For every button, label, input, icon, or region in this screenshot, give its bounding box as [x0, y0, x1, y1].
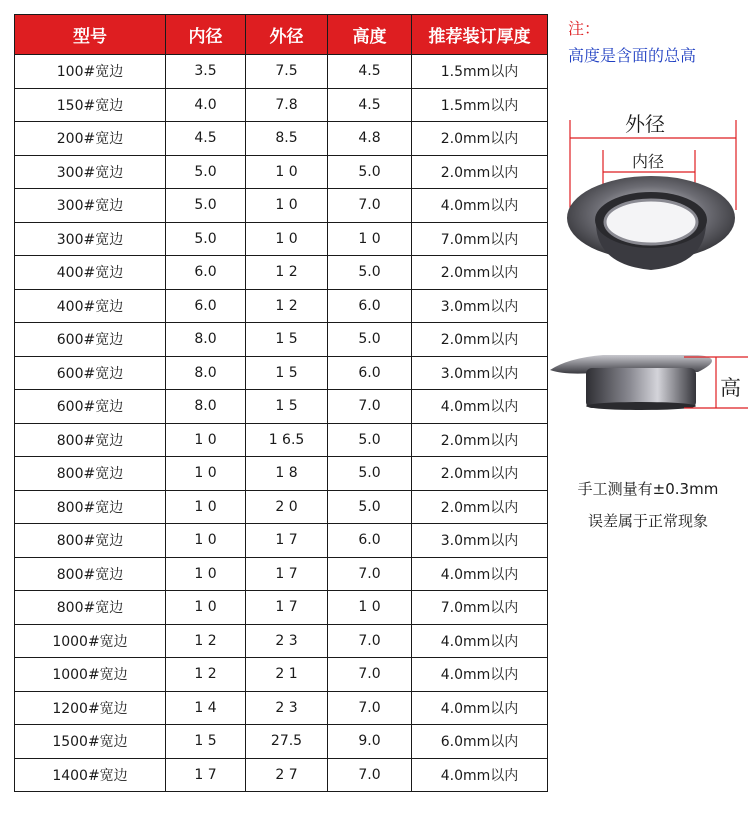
cell-height: 7.0	[328, 390, 412, 424]
table-row	[15, 524, 548, 558]
cell-height: 5.0	[328, 490, 412, 524]
table-row	[15, 55, 548, 89]
cell-model: 800#宽边	[15, 457, 166, 491]
cell-inner-diameter: 1 2	[166, 624, 246, 658]
cell-binding-thickness: 4.0mm以内	[412, 189, 548, 223]
cell-model: 1000#宽边	[15, 658, 166, 692]
header-model: 型号	[15, 15, 166, 55]
table-row	[15, 725, 548, 759]
eyelet-side-view	[550, 355, 712, 410]
cell-height: 7.0	[328, 624, 412, 658]
cell-binding-thickness: 4.0mm以内	[412, 390, 548, 424]
cell-inner-diameter: 1 7	[166, 758, 246, 792]
cell-model: 150#宽边	[15, 88, 166, 122]
table-row	[15, 390, 548, 424]
cell-inner-diameter: 1 2	[166, 658, 246, 692]
cell-height: 4.8	[328, 122, 412, 156]
table-row	[15, 557, 548, 591]
cell-binding-thickness: 6.0mm以内	[412, 725, 548, 759]
table-row	[15, 222, 548, 256]
cell-model: 100#宽边	[15, 55, 166, 89]
table-row	[15, 423, 548, 457]
cell-binding-thickness: 4.0mm以内	[412, 557, 548, 591]
cell-binding-thickness: 2.0mm以内	[412, 256, 548, 290]
cell-binding-thickness: 7.0mm以内	[412, 591, 548, 625]
cell-outer-diameter: 27.5	[246, 725, 328, 759]
cell-outer-diameter: 1 6.5	[246, 423, 328, 457]
eyelet-top-view	[567, 176, 735, 270]
note-text: 高度是含面的总高	[568, 46, 697, 65]
cell-height: 9.0	[328, 725, 412, 759]
cell-inner-diameter: 5.0	[166, 189, 246, 223]
cell-model: 400#宽边	[15, 289, 166, 323]
inner-diameter-label: 内径	[632, 152, 665, 171]
cell-model: 600#宽边	[15, 323, 166, 357]
cell-model: 800#宽边	[15, 524, 166, 558]
tolerance-line-1: 手工测量有±0.3mm	[577, 480, 719, 498]
cell-model: 1200#宽边	[15, 691, 166, 725]
eyelet-diagram	[548, 100, 748, 424]
cell-outer-diameter: 7.5	[246, 55, 328, 89]
cell-model: 600#宽边	[15, 356, 166, 390]
cell-outer-diameter: 7.8	[246, 88, 328, 122]
cell-outer-diameter: 1 7	[246, 557, 328, 591]
cell-outer-diameter: 2 7	[246, 758, 328, 792]
cell-outer-diameter: 8.5	[246, 122, 328, 156]
cell-height: 5.0	[328, 155, 412, 189]
cell-model: 800#宽边	[15, 557, 166, 591]
table-row	[15, 122, 548, 156]
cell-height: 5.0	[328, 323, 412, 357]
cell-inner-diameter: 1 0	[166, 557, 246, 591]
table-row	[15, 256, 548, 290]
table-row	[15, 155, 548, 189]
cell-binding-thickness: 4.0mm以内	[412, 624, 548, 658]
cell-inner-diameter: 6.0	[166, 256, 246, 290]
cell-inner-diameter: 8.0	[166, 356, 246, 390]
cell-binding-thickness: 1.5mm以内	[412, 88, 548, 122]
cell-binding-thickness: 2.0mm以内	[412, 122, 548, 156]
cell-inner-diameter: 8.0	[166, 323, 246, 357]
cell-inner-diameter: 5.0	[166, 155, 246, 189]
table-row	[15, 591, 548, 625]
cell-height: 6.0	[328, 289, 412, 323]
header-inner-diameter: 内径	[166, 15, 246, 55]
cell-inner-diameter: 1 4	[166, 691, 246, 725]
cell-model: 300#宽边	[15, 155, 166, 189]
tolerance-line-2: 误差属于正常现象	[587, 512, 708, 530]
cell-height: 7.0	[328, 189, 412, 223]
cell-inner-diameter: 6.0	[166, 289, 246, 323]
cell-height: 7.0	[328, 557, 412, 591]
cell-model: 300#宽边	[15, 222, 166, 256]
cell-outer-diameter: 1 7	[246, 591, 328, 625]
header-height: 高度	[328, 15, 412, 55]
cell-outer-diameter: 2 3	[246, 691, 328, 725]
cell-binding-thickness: 3.0mm以内	[412, 356, 548, 390]
cell-height: 5.0	[328, 423, 412, 457]
height-label: 高	[720, 376, 741, 400]
cell-inner-diameter: 1 0	[166, 423, 246, 457]
cell-height: 5.0	[328, 457, 412, 491]
cell-outer-diameter: 1 2	[246, 289, 328, 323]
table-row	[15, 624, 548, 658]
table-row	[15, 490, 548, 524]
table-row	[15, 323, 548, 357]
cell-inner-diameter: 5.0	[166, 222, 246, 256]
cell-binding-thickness: 2.0mm以内	[412, 155, 548, 189]
header-outer-diameter: 外径	[246, 15, 328, 55]
cell-height: 7.0	[328, 658, 412, 692]
cell-binding-thickness: 7.0mm以内	[412, 222, 548, 256]
cell-inner-diameter: 4.0	[166, 88, 246, 122]
cell-model: 800#宽边	[15, 423, 166, 457]
table-row	[15, 658, 548, 692]
table-header-row	[15, 15, 548, 55]
cell-binding-thickness: 4.0mm以内	[412, 691, 548, 725]
cell-inner-diameter: 8.0	[166, 390, 246, 424]
cell-inner-diameter: 1 5	[166, 725, 246, 759]
cell-inner-diameter: 1 0	[166, 524, 246, 558]
cell-model: 1000#宽边	[15, 624, 166, 658]
cell-binding-thickness: 3.0mm以内	[412, 524, 548, 558]
cell-height: 1 0	[328, 222, 412, 256]
cell-binding-thickness: 2.0mm以内	[412, 457, 548, 491]
table-row	[15, 88, 548, 122]
cell-outer-diameter: 1 2	[246, 256, 328, 290]
cell-outer-diameter: 2 1	[246, 658, 328, 692]
cell-outer-diameter: 1 5	[246, 390, 328, 424]
cell-binding-thickness: 4.0mm以内	[412, 758, 548, 792]
table-body	[15, 55, 548, 792]
eyelet-illustration	[548, 100, 748, 420]
cell-inner-diameter: 1 0	[166, 490, 246, 524]
cell-inner-diameter: 4.5	[166, 122, 246, 156]
cell-model: 800#宽边	[15, 591, 166, 625]
cell-model: 1400#宽边	[15, 758, 166, 792]
header-binding-thickness: 推荐装订厚度	[412, 15, 548, 55]
cell-height: 6.0	[328, 524, 412, 558]
cell-height: 1 0	[328, 591, 412, 625]
table-row	[15, 457, 548, 491]
cell-outer-diameter: 1 0	[246, 222, 328, 256]
table-row	[15, 289, 548, 323]
cell-binding-thickness: 1.5mm以内	[412, 55, 548, 89]
spec-table	[14, 14, 548, 792]
cell-model: 400#宽边	[15, 256, 166, 290]
cell-outer-diameter: 1 0	[246, 189, 328, 223]
outer-diameter-label: 外径	[625, 112, 665, 136]
cell-binding-thickness: 4.0mm以内	[412, 658, 548, 692]
cell-outer-diameter: 1 5	[246, 356, 328, 390]
cell-outer-diameter: 2 3	[246, 624, 328, 658]
cell-height: 7.0	[328, 758, 412, 792]
cell-outer-diameter: 1 8	[246, 457, 328, 491]
cell-binding-thickness: 2.0mm以内	[412, 490, 548, 524]
cell-height: 5.0	[328, 256, 412, 290]
cell-outer-diameter: 2 0	[246, 490, 328, 524]
cell-model: 300#宽边	[15, 189, 166, 223]
table-row	[15, 356, 548, 390]
cell-inner-diameter: 1 0	[166, 457, 246, 491]
cell-height: 4.5	[328, 88, 412, 122]
cell-binding-thickness: 3.0mm以内	[412, 289, 548, 323]
cell-height: 7.0	[328, 691, 412, 725]
cell-binding-thickness: 2.0mm以内	[412, 423, 548, 457]
table-row	[15, 691, 548, 725]
note-title: 注：	[568, 19, 601, 38]
cell-height: 6.0	[328, 356, 412, 390]
table-row	[15, 758, 548, 792]
cell-binding-thickness: 2.0mm以内	[412, 323, 548, 357]
cell-outer-diameter: 1 0	[246, 155, 328, 189]
cell-outer-diameter: 1 7	[246, 524, 328, 558]
cell-model: 600#宽边	[15, 390, 166, 424]
cell-height: 4.5	[328, 55, 412, 89]
cell-model: 1500#宽边	[15, 725, 166, 759]
cell-inner-diameter: 3.5	[166, 55, 246, 89]
cell-model: 200#宽边	[15, 122, 166, 156]
cell-model: 800#宽边	[15, 490, 166, 524]
cell-inner-diameter: 1 0	[166, 591, 246, 625]
table-row	[15, 189, 548, 223]
cell-outer-diameter: 1 5	[246, 323, 328, 357]
